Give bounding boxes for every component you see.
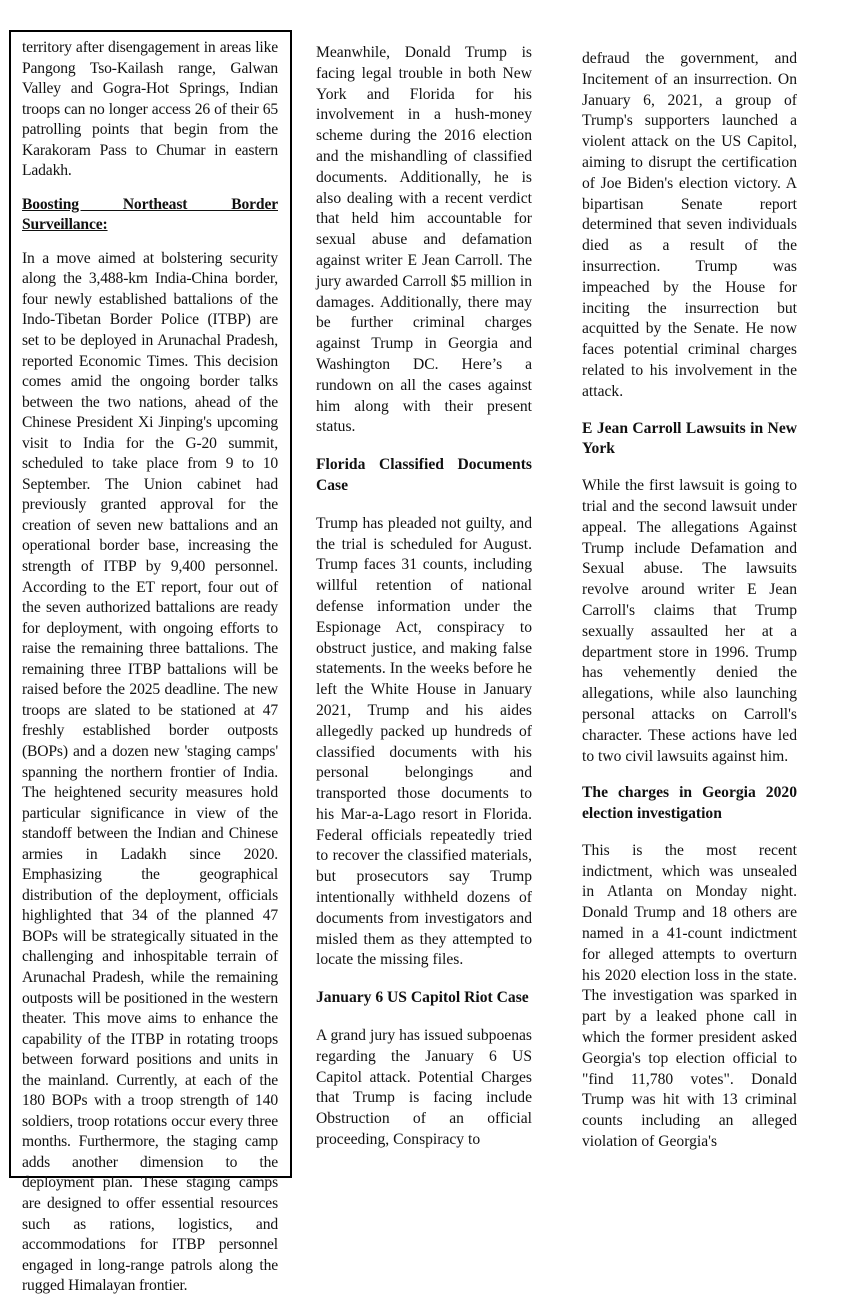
carroll-lawsuits-paragraph: While the first lawsuit is going to trial and the second lawsuit under appeal. The allegations Against Trump include Defamation and Sexual abuse. The lawsuits revolve around writer E Jean Carroll's claims that Trump sexually assaulted her at a department store in 1996. Trump has vehemently denied the allegations, while also launching personal attacks on Carroll's character. These actions have led to two civil lawsuits against him. (582, 477, 797, 765)
india-china-border-column (9, 30, 292, 1295)
trump-cases-column-middle (316, 43, 532, 1151)
georgia-charges-heading: The charges in Georgia 2020 election investigation (582, 784, 797, 823)
florida-case-heading: Florida Classified Documents Case (316, 456, 532, 494)
trump-legal-intro-paragraph: Meanwhile, Donald Trump is facing legal trouble in both New York and Florida for his involvement in a hush-money scheme during the 2016 election and the mishandling of classified documents. Additionally, he is also dealing with a recent verdict that held him accountable for sexual abuse and defamation against writer E Jean Carroll. The jury awarded Carroll $5 million in damages. Additionally, there may be further criminal charges against Trump in Georgia and Washington DC. Here’s a rundown on all the cases against him along with their present status. (316, 44, 532, 436)
florida-case-paragraph: Trump has pleaded not guilty, and the trial is scheduled for August. Trump faces 31 counts, including willful retention of national defense information under the Espionage Act, conspiracy to obstruct justice, and making false statements. In the weeks before he left the White House in January 2021, Trump and his aides allegedly packed up hundreds of classified documents with his personal belongings and transported those documents to his Mar-a-Lago resort in Florida. Federal officials repeatedly tried to recover the classified materials, but prosecutors say Trump intentionally withheld dozens of documents from investigators and misled them as they attempted to locate the missing files. (316, 514, 532, 969)
georgia-charges-paragraph: This is the most recent indictment, which was unsealed in Atlanta on Monday night. Donald Trump and 18 others are named in a 41-count indictment for alleged attempts to overturn his 2020 election loss in the state. The investigation was sparked in part by a leaked phone call in which the former president asked Georgia's top election official to "find 11,780 votes". Donald Trump was hit with 13 criminal counts including an alleged violation of Georgia's (582, 841, 797, 1151)
jan6-case-heading: January 6 US Capitol Riot Case (316, 989, 529, 1007)
northeast-surveillance-heading: Boosting Northeast Border Surveillance: (22, 195, 278, 234)
itbp-deployment-paragraph: In a move aimed at bolstering security along the 3,488-km India-China border, four newly established battalions of the Indo-Tibetan Border Police (ITBP) are set to be deployed in Arunachal Pradesh, reported Economic Times. This decision comes amid the ongoing border talks between the two nations, ahead of the Chinese President Xi Jinping's upcoming visit to India for the G-20 summit, scheduled to take place from 9 to 10 September. The Union cabinet had previously granted approval for the creation of seven new battalions and an operational border base, increasing the strength of ITBP by 9,400 personnel. According to the ET report, four out of the seven authorized battalions are ready for deployment, with ongoing efforts to raise the remaining three battalions. The remaining three ITBP battalions will be raised before the 2025 deadline. The new troops are slated to be stationed at 47 freshly established border outposts (BOPs) and a dozen new 'staging camps' spanning the northern frontier of India. The heightened security measures hold particular significance in view of the standoff between the Indian and Chinese armies in Ladakh since 2020. Emphasizing the geographical distribution of the deployment, officials highlighted that 34 of the planned 47 BOPs will be strategically situated in the challenging and inhospitable terrain of Arunachal Pradesh, while the remaining outposts will be positioned in the western theater. This move aims to enhance the capability of the ITBP in rotating troops between forward positions and units in the mainland. Currently, at each of the 180 BOPs with a troop strength of 140 soldiers, troop rotations occur every three months. Furthermore, the staging camp adds another dimension to the deployment plan. These staging camps are designed to offer essential resources such as rations, logistics, and accommodations for ITBP personnel engaged in long-range patrols along the rugged Himalayan frontier. (22, 249, 278, 1295)
jan6-continued-paragraph: defraud the government, and Incitement of an insurrection. On January 6, 2021, a group of Trump's supporters launched a violent attack on the US Capitol, aiming to disrupt the certification of Joe Biden's election victory. A bipartisan Senate report determined that seven individuals died as a result of the insurrection. Trump was impeached by the House for inciting the insurrection but acquitted by the Senate. He now faces potential criminal charges related to his involvement in the attack. (582, 50, 797, 400)
ladakh-intro-paragraph: territory after disengagement in areas like Pangong Tso-Kailash range, Galwan Valley and Gogra-Hot Springs, Indian troops can no longer access 26 of their 65 patrolling points that begin from the Karakoram Pass to Chumar in eastern Ladakh. (22, 39, 278, 180)
jan6-case-paragraph: A grand jury has issued subpoenas regarding the January 6 US Capitol attack. Potential Charges that Trump is facing include Obstruction of an official proceeding, Conspiracy to (316, 1027, 532, 1149)
trump-cases-column-right (582, 49, 797, 1153)
carroll-lawsuits-heading: E Jean Carroll Lawsuits in New York (582, 419, 797, 458)
